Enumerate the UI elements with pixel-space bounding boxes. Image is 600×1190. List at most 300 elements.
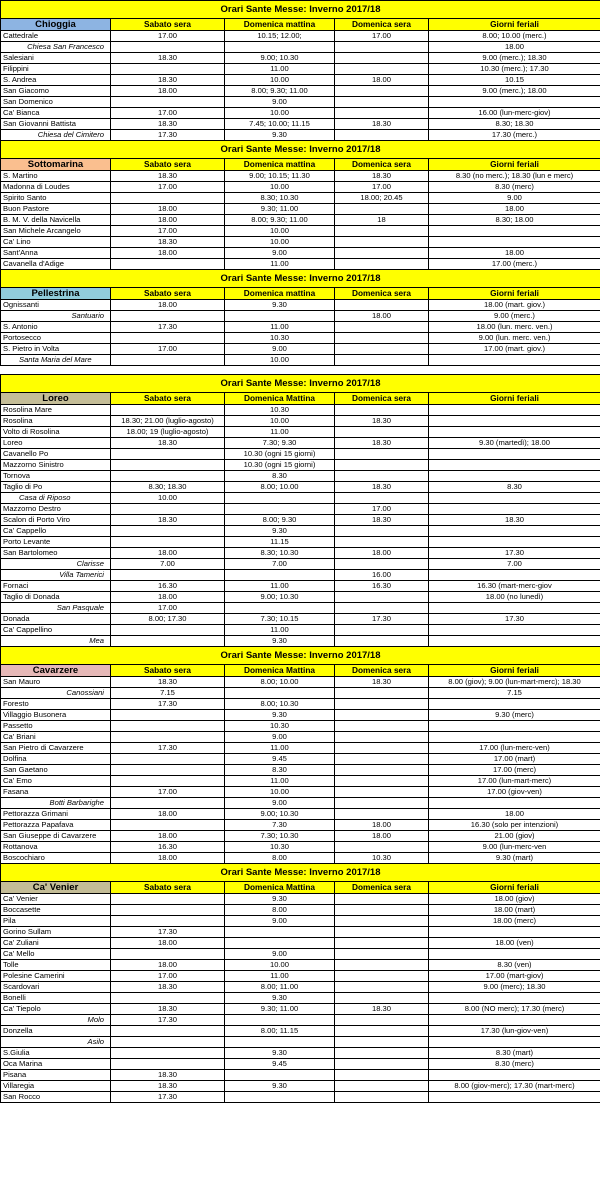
giorni-feriali-cell: 8.00; 10.00 (merc.) <box>429 31 600 42</box>
sabato-sera-cell <box>111 449 225 460</box>
schedule-row <box>1 31 600 42</box>
domenica-sera-cell <box>335 355 429 366</box>
giorni-feriali-cell <box>429 427 600 438</box>
church-name: Oca Marina <box>1 1059 111 1070</box>
schedule-row <box>1 119 600 130</box>
domenica-mattina-cell: 10.00 <box>225 182 335 193</box>
sabato-sera-cell: 17.00 <box>111 31 225 42</box>
sabato-sera-cell: 18.30 <box>111 1004 225 1015</box>
header-domenica-mattina: Domenica mattina <box>225 159 335 171</box>
domenica-mattina-cell: 10.00 <box>225 75 335 86</box>
domenica-mattina-cell: 10.30 <box>225 721 335 732</box>
schedule-row <box>1 1015 600 1026</box>
church-name: San Giovanni Battista <box>1 119 111 130</box>
schedule-row <box>1 311 600 322</box>
domenica-mattina-cell: 9.00; 10.30 <box>225 592 335 603</box>
giorni-feriali-cell: 9.30 (martedì); 18.00 <box>429 438 600 449</box>
section-title: Orari Sante Messe: Inverno 2017/18 <box>1 270 600 288</box>
header-feriali: Giorni feriali <box>429 882 600 894</box>
domenica-sera-cell: 18.30 <box>335 482 429 493</box>
church-name: Pila <box>1 916 111 927</box>
giorni-feriali-cell: 18.00 (mart. giov.) <box>429 300 600 311</box>
domenica-sera-cell: 17.00 <box>335 31 429 42</box>
church-name: Taglio di Po <box>1 482 111 493</box>
schedule-row <box>1 355 600 366</box>
domenica-mattina-cell: 9.30 <box>225 1048 335 1059</box>
domenica-sera-cell <box>335 625 429 636</box>
domenica-mattina-cell: 8.30; 10.30 <box>225 193 335 204</box>
domenica-sera-cell <box>335 809 429 820</box>
domenica-sera-cell <box>335 743 429 754</box>
header-domenica-mattina: Domenica Mattina <box>225 882 335 894</box>
church-name: San Mauro <box>1 677 111 688</box>
section-title-row <box>1 270 600 288</box>
domenica-sera-cell <box>335 1026 429 1037</box>
giorni-feriali-cell <box>429 993 600 1004</box>
domenica-sera-cell <box>335 699 429 710</box>
sabato-sera-cell: 18.00 <box>111 248 225 259</box>
sabato-sera-cell: 18.00; 19 (luglio-agosto) <box>111 427 225 438</box>
church-name: Filippini <box>1 64 111 75</box>
domenica-mattina-cell: 9.00; 10.15; 11.30 <box>225 171 335 182</box>
sabato-sera-cell: 18.00 <box>111 215 225 226</box>
schedule-row <box>1 592 600 603</box>
schedule-row <box>1 438 600 449</box>
domenica-sera-cell <box>335 449 429 460</box>
domenica-sera-cell <box>335 787 429 798</box>
church-name: Cavanella d'Adige <box>1 259 111 270</box>
giorni-feriali-cell <box>429 537 600 548</box>
church-name: S.Giulia <box>1 1048 111 1059</box>
church-name: Santa Maria del Mare <box>1 355 111 366</box>
section-header-row <box>1 159 600 171</box>
domenica-mattina-cell: 9.30; 11.00 <box>225 1004 335 1015</box>
domenica-mattina-cell: 7.30; 10.30 <box>225 831 335 842</box>
section-label: Ca' Venier <box>1 882 111 894</box>
sabato-sera-cell <box>111 526 225 537</box>
church-name: Villaggio Busonera <box>1 710 111 721</box>
giorni-feriali-cell: 9.00 (lun-merc-ven <box>429 842 600 853</box>
church-name: Rosolina <box>1 416 111 427</box>
church-name: Scalon di Porto Viro <box>1 515 111 526</box>
giorni-feriali-cell: 10.15 <box>429 75 600 86</box>
giorni-feriali-cell: 8.30 (merc) <box>429 1059 600 1070</box>
domenica-mattina-cell <box>225 570 335 581</box>
sabato-sera-cell: 18.30 <box>111 119 225 130</box>
church-name: S. Antonio <box>1 322 111 333</box>
giorni-feriali-cell <box>429 636 600 647</box>
giorni-feriali-cell: 17.00 (lun-mart-merc) <box>429 776 600 787</box>
domenica-mattina-cell <box>225 688 335 699</box>
domenica-sera-cell: 16.00 <box>335 570 429 581</box>
schedule-row <box>1 182 600 193</box>
domenica-mattina-cell: 9.00 <box>225 248 335 259</box>
sabato-sera-cell: 8.30; 18.30 <box>111 482 225 493</box>
church-name: Cattedrale <box>1 31 111 42</box>
sabato-sera-cell: 17.30 <box>111 743 225 754</box>
section-title: Orari Sante Messe: Inverno 2017/18 <box>1 647 600 665</box>
domenica-sera-cell <box>335 592 429 603</box>
schedule-row <box>1 416 600 427</box>
schedule-row <box>1 625 600 636</box>
section-label: Loreo <box>1 393 111 405</box>
schedule-row <box>1 927 600 938</box>
sabato-sera-cell <box>111 993 225 1004</box>
section-label: Chioggia <box>1 19 111 31</box>
schedule-row <box>1 743 600 754</box>
section-title: Orari Sante Messe: Inverno 2017/18 <box>1 375 600 393</box>
section-label: Cavarzere <box>1 665 111 677</box>
domenica-sera-cell <box>335 842 429 853</box>
schedule-row <box>1 333 600 344</box>
church-name: Sant'Anna <box>1 248 111 259</box>
domenica-mattina-cell: 8.00 <box>225 853 335 864</box>
giorni-feriali-cell: 8.30 <box>429 482 600 493</box>
church-name: Taglio di Donada <box>1 592 111 603</box>
schedule-row <box>1 831 600 842</box>
domenica-sera-cell: 18.30 <box>335 119 429 130</box>
sabato-sera-cell: 18.00 <box>111 853 225 864</box>
giorni-feriali-cell: 17.00 (lun-merc-ven) <box>429 743 600 754</box>
domenica-sera-cell: 18.30 <box>335 416 429 427</box>
domenica-sera-cell <box>335 237 429 248</box>
domenica-sera-cell <box>335 1059 429 1070</box>
schedule-row <box>1 64 600 75</box>
giorni-feriali-cell: 16.00 (lun-merc-giov) <box>429 108 600 119</box>
schedule-row <box>1 204 600 215</box>
domenica-mattina-cell: 7.30 <box>225 820 335 831</box>
schedule-row <box>1 581 600 592</box>
church-name: Foresto <box>1 699 111 710</box>
sabato-sera-cell <box>111 405 225 416</box>
domenica-sera-cell <box>335 776 429 787</box>
sabato-sera-cell <box>111 636 225 647</box>
sabato-sera-cell: 18.30 <box>111 237 225 248</box>
giorni-feriali-cell: 18.00 (mart) <box>429 905 600 916</box>
church-name: B. M. V. della Navicella <box>1 215 111 226</box>
domenica-sera-cell <box>335 636 429 647</box>
sabato-sera-cell: 18.30; 21.00 (luglio-agosto) <box>111 416 225 427</box>
domenica-sera-cell <box>335 1015 429 1026</box>
sabato-sera-cell: 18.30 <box>111 53 225 64</box>
sabato-sera-cell: 10.00 <box>111 493 225 504</box>
church-name: Ognissanti <box>1 300 111 311</box>
sabato-sera-cell: 17.00 <box>111 787 225 798</box>
sabato-sera-cell <box>111 259 225 270</box>
sabato-sera-cell <box>111 765 225 776</box>
church-name: Molo <box>1 1015 111 1026</box>
sabato-sera-cell <box>111 1037 225 1048</box>
church-name: San Giacomo <box>1 86 111 97</box>
giorni-feriali-cell <box>429 1037 600 1048</box>
schedule-row <box>1 677 600 688</box>
domenica-sera-cell <box>335 960 429 971</box>
schedule-row <box>1 130 600 141</box>
church-name: Rosolina Mare <box>1 405 111 416</box>
domenica-sera-cell: 18.00; 20.45 <box>335 193 429 204</box>
domenica-sera-cell <box>335 1037 429 1048</box>
church-name: Buon Pastore <box>1 204 111 215</box>
domenica-sera-cell <box>335 905 429 916</box>
giorni-feriali-cell <box>429 625 600 636</box>
giorni-feriali-cell <box>429 416 600 427</box>
church-name: Santuario <box>1 311 111 322</box>
giorni-feriali-cell: 9.00 (merc.); 18.30 <box>429 53 600 64</box>
domenica-mattina-cell: 11.00 <box>225 743 335 754</box>
domenica-mattina-cell: 11.00 <box>225 322 335 333</box>
domenica-sera-cell: 18.30 <box>335 1004 429 1015</box>
church-name: Gorino Sullam <box>1 927 111 938</box>
giorni-feriali-cell <box>429 460 600 471</box>
church-name: Ca' Briani <box>1 732 111 743</box>
church-name: San Pasquale <box>1 603 111 614</box>
domenica-sera-cell <box>335 710 429 721</box>
sabato-sera-cell: 17.00 <box>111 971 225 982</box>
schedule-row <box>1 603 600 614</box>
giorni-feriali-cell: 8.30 (no merc.); 18.30 (lun e merc) <box>429 171 600 182</box>
giorni-feriali-cell: 8.30; 18.00 <box>429 215 600 226</box>
giorni-feriali-cell <box>429 798 600 809</box>
section-title-row <box>1 141 600 159</box>
domenica-sera-cell: 16.30 <box>335 581 429 592</box>
sabato-sera-cell: 18.30 <box>111 171 225 182</box>
sabato-sera-cell <box>111 710 225 721</box>
giorni-feriali-cell <box>429 603 600 614</box>
domenica-sera-cell: 18.30 <box>335 677 429 688</box>
sabato-sera-cell: 18.00 <box>111 831 225 842</box>
domenica-sera-cell <box>335 993 429 1004</box>
domenica-sera-cell: 18.00 <box>335 820 429 831</box>
domenica-sera-cell <box>335 460 429 471</box>
giorni-feriali-cell: 17.00 (merc.) <box>429 259 600 270</box>
schedule-row <box>1 322 600 333</box>
giorni-feriali-cell: 17.30 (merc.) <box>429 130 600 141</box>
domenica-mattina-cell: 9.00; 10.30 <box>225 809 335 820</box>
domenica-sera-cell <box>335 130 429 141</box>
sabato-sera-cell <box>111 97 225 108</box>
sabato-sera-cell: 17.30 <box>111 322 225 333</box>
church-name: Villaregia <box>1 1081 111 1092</box>
schedule-row <box>1 1092 600 1103</box>
giorni-feriali-cell <box>429 732 600 743</box>
sabato-sera-cell: 18.30 <box>111 1070 225 1081</box>
domenica-sera-cell <box>335 333 429 344</box>
church-name: San Michele Arcangelo <box>1 226 111 237</box>
domenica-sera-cell <box>335 732 429 743</box>
domenica-mattina-cell: 8.00 <box>225 905 335 916</box>
giorni-feriali-cell <box>429 449 600 460</box>
sabato-sera-cell: 18.00 <box>111 300 225 311</box>
schedule-row <box>1 344 600 355</box>
schedule-row <box>1 798 600 809</box>
church-name: San Rocco <box>1 1092 111 1103</box>
domenica-mattina-cell: 8.00; 9.30; 11.00 <box>225 86 335 97</box>
domenica-sera-cell <box>335 405 429 416</box>
sabato-sera-cell: 18.00 <box>111 809 225 820</box>
schedule-row <box>1 614 600 625</box>
schedule-row <box>1 971 600 982</box>
domenica-mattina-cell <box>225 504 335 515</box>
domenica-mattina-cell: 9.00 <box>225 916 335 927</box>
sabato-sera-cell <box>111 916 225 927</box>
domenica-sera-cell <box>335 493 429 504</box>
domenica-mattina-cell <box>225 1015 335 1026</box>
domenica-mattina-cell: 10.30 <box>225 842 335 853</box>
sabato-sera-cell <box>111 355 225 366</box>
domenica-mattina-cell: 8.30; 10.30 <box>225 548 335 559</box>
sabato-sera-cell <box>111 64 225 75</box>
sabato-sera-cell: 7.00 <box>111 559 225 570</box>
header-domenica-mattina: Domenica mattina <box>225 19 335 31</box>
sabato-sera-cell: 17.00 <box>111 108 225 119</box>
schedule-row <box>1 1081 600 1092</box>
header-feriali: Giorni feriali <box>429 393 600 405</box>
giorni-feriali-cell <box>429 570 600 581</box>
domenica-mattina-cell: 9.45 <box>225 754 335 765</box>
section-title-row <box>1 375 600 393</box>
domenica-mattina-cell: 8.00; 11.15 <box>225 1026 335 1037</box>
sabato-sera-cell: 17.00 <box>111 603 225 614</box>
sabato-sera-cell <box>111 504 225 515</box>
domenica-mattina-cell: 10.00 <box>225 226 335 237</box>
schedule-row <box>1 300 600 311</box>
domenica-sera-cell <box>335 526 429 537</box>
domenica-sera-cell <box>335 322 429 333</box>
header-sabato: Sabato sera <box>111 665 225 677</box>
domenica-sera-cell <box>335 204 429 215</box>
giorni-feriali-cell: 18.00 <box>429 204 600 215</box>
domenica-mattina-cell <box>225 603 335 614</box>
domenica-sera-cell <box>335 300 429 311</box>
church-name: Asilo <box>1 1037 111 1048</box>
giorni-feriali-cell: 7.15 <box>429 688 600 699</box>
giorni-feriali-cell: 18.00 (lun. merc. ven.) <box>429 322 600 333</box>
header-domenica-sera: Domenica sera <box>335 159 429 171</box>
church-name: San Pietro di Cavarzere <box>1 743 111 754</box>
schedule-row <box>1 259 600 270</box>
domenica-sera-cell <box>335 982 429 993</box>
church-name: Pettorazza Papafava <box>1 820 111 831</box>
section-title: Orari Sante Messe: Inverno 2017/18 <box>1 1 600 19</box>
giorni-feriali-cell: 9.00 (merc.) <box>429 311 600 322</box>
giorni-feriali-cell: 8.00 (giov-merc); 17.30 (mart-merc) <box>429 1081 600 1092</box>
schedule-row <box>1 721 600 732</box>
domenica-sera-cell <box>335 97 429 108</box>
domenica-mattina-cell: 9.45 <box>225 1059 335 1070</box>
giorni-feriali-cell <box>429 237 600 248</box>
schedule-row <box>1 905 600 916</box>
schedule-row <box>1 226 600 237</box>
church-name: Ca' Cappellino <box>1 625 111 636</box>
domenica-mattina-cell: 9.30 <box>225 130 335 141</box>
domenica-mattina-cell: 10.00 <box>225 108 335 119</box>
giorni-feriali-cell <box>429 355 600 366</box>
domenica-mattina-cell: 9.00 <box>225 949 335 960</box>
giorni-feriali-cell <box>429 721 600 732</box>
schedule-row <box>1 449 600 460</box>
church-name: Volto di Rosolina <box>1 427 111 438</box>
domenica-mattina-cell <box>225 311 335 322</box>
sabato-sera-cell: 17.30 <box>111 927 225 938</box>
domenica-mattina-cell: 7.45; 10.00; 11.15 <box>225 119 335 130</box>
sabato-sera-cell <box>111 820 225 831</box>
section-title-row <box>1 864 600 882</box>
sabato-sera-cell <box>111 42 225 53</box>
giorni-feriali-cell: 18.00 (giov) <box>429 894 600 905</box>
domenica-sera-cell <box>335 971 429 982</box>
church-name: Passetto <box>1 721 111 732</box>
schedule-row <box>1 938 600 949</box>
church-name: San Giuseppe di Cavarzere <box>1 831 111 842</box>
section-title-row <box>1 1 600 19</box>
schedule-row <box>1 193 600 204</box>
church-name: Portosecco <box>1 333 111 344</box>
domenica-mattina-cell <box>225 938 335 949</box>
header-feriali: Giorni feriali <box>429 159 600 171</box>
domenica-mattina-cell: 11.00 <box>225 259 335 270</box>
schedule-row <box>1 86 600 97</box>
schedule-row <box>1 570 600 581</box>
sabato-sera-cell: 18.30 <box>111 1081 225 1092</box>
schedule-row <box>1 1070 600 1081</box>
spacer-cell <box>1 366 600 375</box>
domenica-mattina-cell <box>225 1092 335 1103</box>
schedule-row <box>1 776 600 787</box>
schedule-row <box>1 688 600 699</box>
domenica-sera-cell <box>335 344 429 355</box>
giorni-feriali-cell: 21.00 (giov) <box>429 831 600 842</box>
giorni-feriali-cell <box>429 949 600 960</box>
schedule-row <box>1 820 600 831</box>
domenica-mattina-cell: 10.15; 12.00; <box>225 31 335 42</box>
domenica-sera-cell <box>335 53 429 64</box>
giorni-feriali-cell: 9.00 (merc); 18.30 <box>429 982 600 993</box>
church-name: Polesine Camerini <box>1 971 111 982</box>
domenica-sera-cell: 18 <box>335 215 429 226</box>
schedule-row <box>1 504 600 515</box>
church-name: Cavanello Po <box>1 449 111 460</box>
domenica-mattina-cell <box>225 1070 335 1081</box>
section-header-row <box>1 288 600 300</box>
sabato-sera-cell: 18.30 <box>111 982 225 993</box>
giorni-feriali-cell <box>429 1092 600 1103</box>
church-name: S. Martino <box>1 171 111 182</box>
church-name: Salesiani <box>1 53 111 64</box>
schedule-row <box>1 636 600 647</box>
domenica-sera-cell <box>335 1070 429 1081</box>
church-name: Mazzorno Sinistro <box>1 460 111 471</box>
domenica-sera-cell <box>335 259 429 270</box>
schedule-row <box>1 842 600 853</box>
domenica-sera-cell <box>335 688 429 699</box>
domenica-sera-cell: 18.00 <box>335 548 429 559</box>
giorni-feriali-cell <box>429 526 600 537</box>
church-name: Boccasette <box>1 905 111 916</box>
schedule-row <box>1 471 600 482</box>
schedule-row <box>1 1037 600 1048</box>
domenica-sera-cell: 17.00 <box>335 504 429 515</box>
domenica-mattina-cell: 9.30; 11.00 <box>225 204 335 215</box>
section-header-row <box>1 665 600 677</box>
domenica-mattina-cell: 7.30; 9.30 <box>225 438 335 449</box>
giorni-feriali-cell <box>429 405 600 416</box>
domenica-mattina-cell: 9.00 <box>225 97 335 108</box>
church-name: Chiesa San Francesco <box>1 42 111 53</box>
sabato-sera-cell <box>111 1048 225 1059</box>
church-name: Ca' Mello <box>1 949 111 960</box>
domenica-sera-cell: 17.00 <box>335 182 429 193</box>
domenica-sera-cell <box>335 603 429 614</box>
